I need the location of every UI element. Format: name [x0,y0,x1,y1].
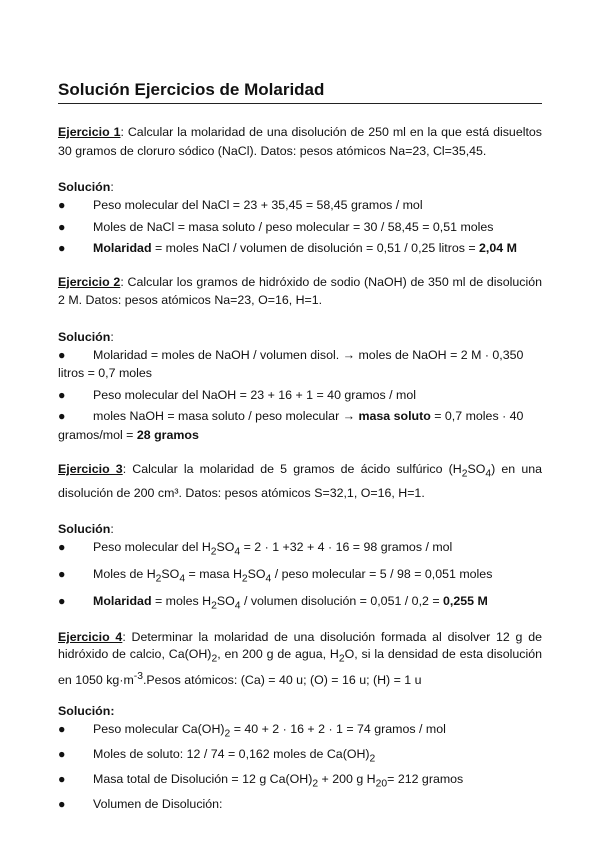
bullet-icon: ● [58,721,66,736]
solution-3-label: Solución: [58,522,114,537]
solution-1-label: Solución: [58,180,114,194]
solution-1-list [58,196,542,258]
exercise-2-text: : Calcular los gramos de hidróxido de sodio (NaOH) de 350 ml de disolución 2 M. Datos: pesos atómicos Na=23, O=16, H=1. [58,274,542,307]
bullet-icon: ● [58,241,66,255]
solution-2-label: Solución: [58,329,114,344]
page-title: Solución Ejercicios de Molaridad [58,80,542,104]
bullet-icon: ● [58,746,66,761]
list-item: ● Molaridad = moles NaCl / volumen de disolución = 0,51 / 0,25 litros = 2,04 M [58,239,542,258]
bullet-icon: ● [58,567,66,582]
exercise-3-label: Ejercicio 3 [58,462,123,476]
exercise-3-statement: Ejercicio 3: Calcular la molaridad de 5 gramos de ácido sulfúrico $(H_2SO_4)$ en una disolución de 200 cm³. Datos: pesos atómicos S=32,1, O=16, H=1. [58,462,542,500]
exercise-2-label: Ejercicio 2 [58,274,121,289]
list-item: ● Moles de soluto: 12 / 74 = 0,162 moles de $Ca(OH)_2$ [58,746,376,765]
bullet-icon: ● [58,347,66,362]
list-item: ● Moles de NaCl = masa soluto / peso molecular = 30 / 58,45 = 0,51 moles [58,218,542,237]
list-item: ● Peso molecular $Ca(OH)_2 = 40 + 2 \cdot 16 + 2 \cdot 1 = 74$ gramos / mol [58,721,446,740]
bullet-icon: ● [58,409,66,423]
bullet-icon: ● [58,387,66,402]
exercise-2-statement [58,273,542,310]
list-item: ● Masa total de Disolución = 12 g $Ca(OH)_2 + 200$ g $H_{20}= 212$ gramos [58,771,464,790]
bullet-icon: ● [58,219,66,234]
list-item: ● moles NaOH = masa soluto / peso molecular → masa soluto = 0,7 moles · 40 gramos/mol = 28 gramos [58,409,524,442]
exercise-1-statement [58,123,542,160]
bullet-icon: ● [58,771,66,786]
list-item: ● Peso molecular del $H_2SO_4 = 2 \cdot 1 +32 + 4 \cdot 16 = 98$ gramos / mol [58,540,453,558]
list-item: ● Moles de $H_2SO_4$ = masa $H_2SO_4$ / peso molecular = 5 / 98 = 0,051 moles [58,567,493,585]
bullet-icon: ● [58,198,66,212]
solution-4-list [58,720,542,813]
list-item: ● Peso molecular del NaOH = 23 + 16 + 1 = 40 gramos / mol [58,386,542,405]
exercise-4-label: Ejercicio 4 [58,630,123,645]
solution-3-list [58,538,542,616]
list-item: ● Volumen de Disolución: [58,795,542,814]
list-item: ● Molaridad = moles $H_2SO_4$ / volumen disolución = 0,051 / 0,2 = 0,255 M [58,594,488,612]
list-item: ● Peso molecular del NaCl = 23 + 35,45 = 58,45 gramos / mol [58,196,542,215]
bullet-icon: ● [58,796,66,811]
exercise-4-statement: Ejercicio 4: Determinar la molaridad de una disolución formada al disolver 12 g de hidróxido de calcio, $Ca(OH)_2$, en 200 g de agua, $H_2O$, si la densidad de esta disolución en 1050 $kg\cdot m^{-3}.Pesos$ atómicos: (Ca) = 40 u; (O) = 16 u; (H) = 1 u [58,630,542,687]
bullet-icon: ● [58,594,66,609]
document-page [58,80,542,816]
bullet-icon: ● [58,540,66,555]
exercise-1-text: : Calcular la molaridad de una disolución de 250 ml en la que está disueltos 30 gramos de cloruro sódico (NaCl). Datos: pesos atómicos Na=23, Cl=35,45. [58,125,542,158]
exercise-1-label: Ejercicio 1 [58,125,121,139]
solution-4-label: Solución: [58,703,115,718]
solution-2-list [58,346,542,445]
list-item: ● Molaridad = moles de NaOH / volumen disol. → moles de NaOH = 2 M · 0,350 litros = 0,7 moles [58,347,524,380]
